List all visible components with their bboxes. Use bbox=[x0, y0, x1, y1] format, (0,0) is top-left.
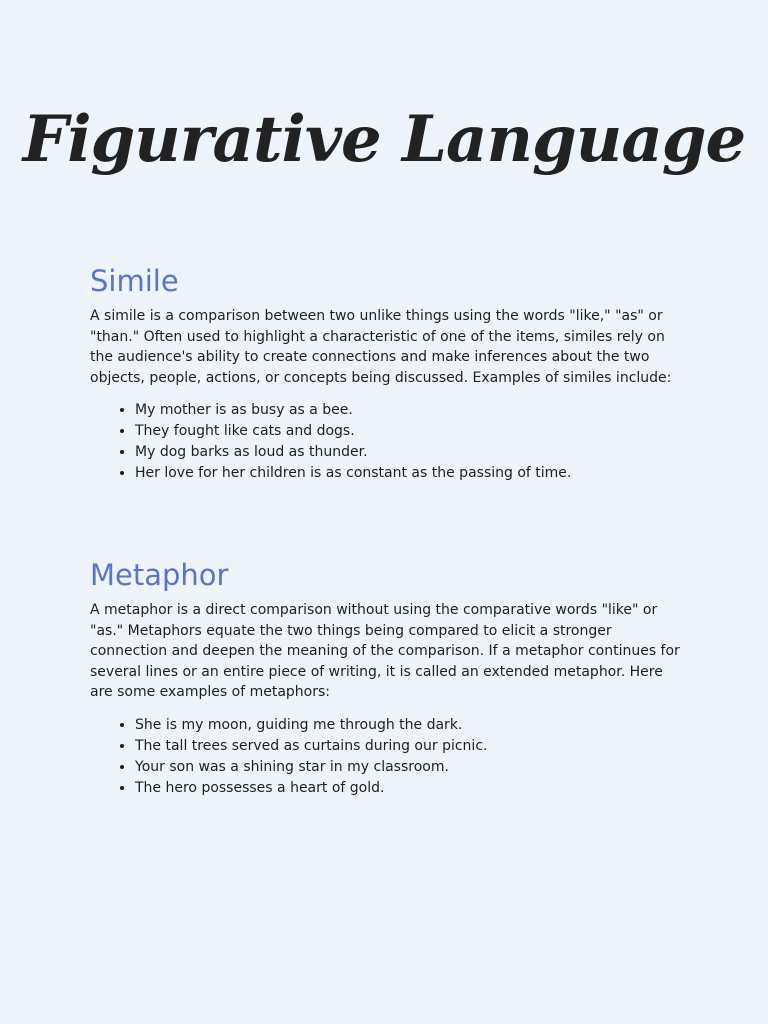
list-item: • They fought like cats and dogs. bbox=[135, 421, 680, 442]
simile-section bbox=[90, 262, 680, 484]
simile-examples-list bbox=[90, 400, 680, 484]
metaphor-section bbox=[90, 556, 680, 799]
list-item: • The hero possesses a heart of gold. bbox=[135, 778, 680, 799]
list-item: • Your son was a shining star in my classroom. bbox=[135, 757, 680, 778]
metaphor-examples-list bbox=[90, 715, 680, 799]
list-item: • She is my moon, guiding me through the dark. bbox=[135, 715, 680, 736]
list-item: • The tall trees served as curtains during our picnic. bbox=[135, 736, 680, 757]
simile-definition: A simile is a comparison between two unlike things using the words "like," "as" or "than." Often used to highlight a characteristic of one of the items, similes rely on the audience's ability to create connections and make inferences about the two objects, people, actions, or concepts being discussed. Examples of similes include: bbox=[90, 308, 672, 386]
simile-heading: Simile bbox=[90, 264, 179, 298]
list-item: • My mother is as busy as a bee. bbox=[135, 400, 680, 421]
list-item: • Her love for her children is as constant as the passing of time. bbox=[135, 463, 680, 484]
metaphor-heading: Metaphor bbox=[90, 558, 229, 592]
metaphor-definition: A metaphor is a direct comparison without using the comparative words "like" or "as." Metaphors equate the two things being compared to elicit a stronger connection and deepen the meaning of the comparison. If a metaphor continues for several lines or an entire piece of writing, it is called an extended metaphor. Here are some examples of metaphors: bbox=[90, 602, 680, 701]
page-title: Figurative Language bbox=[22, 102, 746, 177]
list-item: • My dog barks as loud as thunder. bbox=[135, 442, 680, 463]
